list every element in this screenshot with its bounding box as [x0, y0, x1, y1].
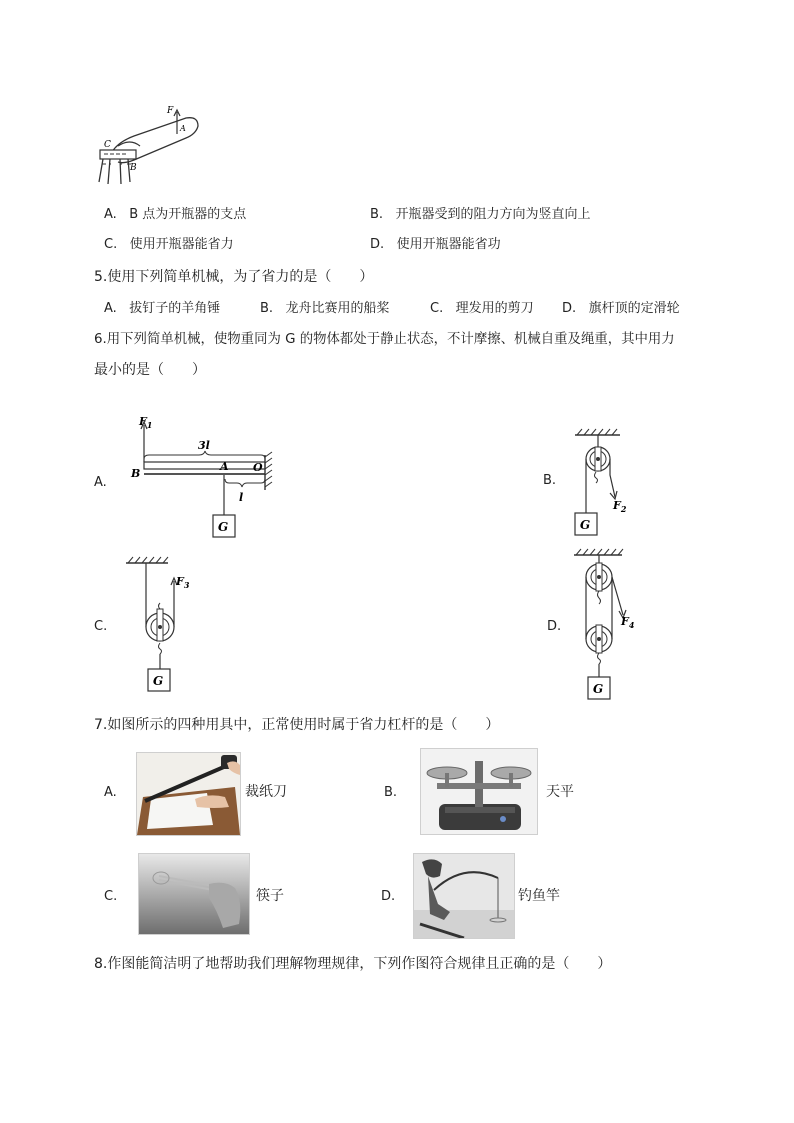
q7-caption-d: 钓鱼竿 [518, 888, 560, 904]
q4-option-a-text: B 点为开瓶器的支点 [129, 207, 247, 222]
q6-option-d-letter: D. [547, 619, 562, 634]
label-l: l [239, 491, 244, 504]
label-F3 [175, 575, 190, 590]
q4-option-c-text: 使用开瓶器能省力 [129, 237, 234, 252]
q6-lever-figure [125, 415, 285, 545]
q5-option-d-letter: D. [562, 301, 577, 316]
q5-option-c-text: 理发用的剪刀 [455, 301, 534, 316]
balance-photo [420, 748, 538, 835]
q5-stem: 5.使用下列简单机械，为了省力的是（ ） [94, 269, 374, 285]
q5-option-b [260, 300, 389, 318]
label-F4 [620, 615, 635, 630]
label-G: G [153, 674, 164, 688]
label-C: C [104, 140, 111, 150]
label-F2 [612, 499, 627, 514]
q7-caption-c: 筷子 [256, 888, 284, 904]
q7-option-a-letter: A. [104, 785, 117, 800]
label-G: G [580, 518, 591, 532]
q6-movable-pulley-figure [122, 553, 202, 698]
label-F1-sub: 1 [146, 420, 153, 430]
q7-option-c-letter: C. [104, 889, 118, 904]
q7-option-d-letter: D. [381, 889, 396, 904]
q4-option-a-letter: A. [104, 207, 117, 222]
q7-caption-b: 天平 [546, 784, 574, 800]
paper-cutter-photo [136, 752, 241, 836]
label-F4-sub: 4 [628, 620, 635, 630]
q6-pulley-block-figure [568, 545, 648, 705]
q4-option-d-letter: D. [370, 237, 385, 252]
q6-stem-line2: 最小的是（ ） [94, 362, 206, 378]
chopsticks-photo [138, 853, 250, 935]
label-G: G [218, 520, 229, 534]
label-B: B [131, 467, 141, 480]
q4-option-a [104, 206, 246, 224]
q8-stem: 8.作图能简洁明了地帮助我们理解物理规律，下列作图符合规律且正确的是（ ） [94, 956, 612, 972]
fishing-rod-photo [413, 853, 515, 939]
q6-option-b-letter: B. [543, 473, 557, 488]
q7-stem: 7.如图所示的四种用具中，正常使用时属于省力杠杆的是（ ） [94, 717, 500, 733]
label-F4-letter: F [621, 615, 629, 628]
q4-option-d [370, 236, 501, 254]
q4-option-c [104, 236, 234, 254]
q5-option-d-text: 旗杆顶的定滑轮 [588, 301, 680, 316]
q5-option-b-letter: B. [260, 301, 274, 316]
label-F3-letter: F [176, 575, 184, 588]
q5-option-a-letter: A. [104, 301, 117, 316]
bottle-opener-figure [90, 100, 210, 190]
label-F2-letter: F [613, 499, 621, 512]
label-F1 [138, 415, 152, 430]
label-F1-letter: F [139, 415, 147, 428]
label-A: A [180, 124, 186, 133]
label-F2-sub: 2 [620, 504, 627, 514]
label-F3-sub: 3 [183, 580, 190, 590]
q7-option-b-letter: B. [384, 785, 398, 800]
q5-option-c [430, 300, 534, 318]
q4-option-b-letter: B. [370, 207, 384, 222]
q4-option-d-text: 使用开瓶器能省功 [396, 237, 501, 252]
label-B: B [130, 163, 137, 173]
q4-option-b [370, 206, 590, 224]
q6-stem-line1: 6.用下列简单机械，使物重同为 G 的物体都处于静止状态，不计摩擦、机械自重及绳重，其中用力 [94, 332, 675, 347]
q6-option-a-letter: A. [94, 475, 107, 490]
q5-option-c-letter: C. [430, 301, 444, 316]
q4-option-c-letter: C. [104, 237, 118, 252]
q4-option-b-text: 开瓶器受到的阻力方向为竖直向上 [395, 207, 591, 222]
q7-caption-a: 裁纸刀 [245, 784, 287, 800]
label-F: F [167, 106, 174, 116]
q5-option-a-text: 拔钉子的羊角锤 [129, 301, 221, 316]
label-G: G [593, 682, 604, 696]
q5-option-d [562, 300, 680, 318]
label-3l: 3l [198, 439, 210, 452]
q5-option-a [104, 300, 220, 318]
q5-option-b-text: 龙舟比赛用的船桨 [285, 301, 390, 316]
q6-fixed-pulley-figure [565, 425, 645, 540]
label-A: A [220, 460, 229, 473]
label-O: O [253, 461, 263, 474]
q6-option-c-letter: C. [94, 619, 108, 634]
